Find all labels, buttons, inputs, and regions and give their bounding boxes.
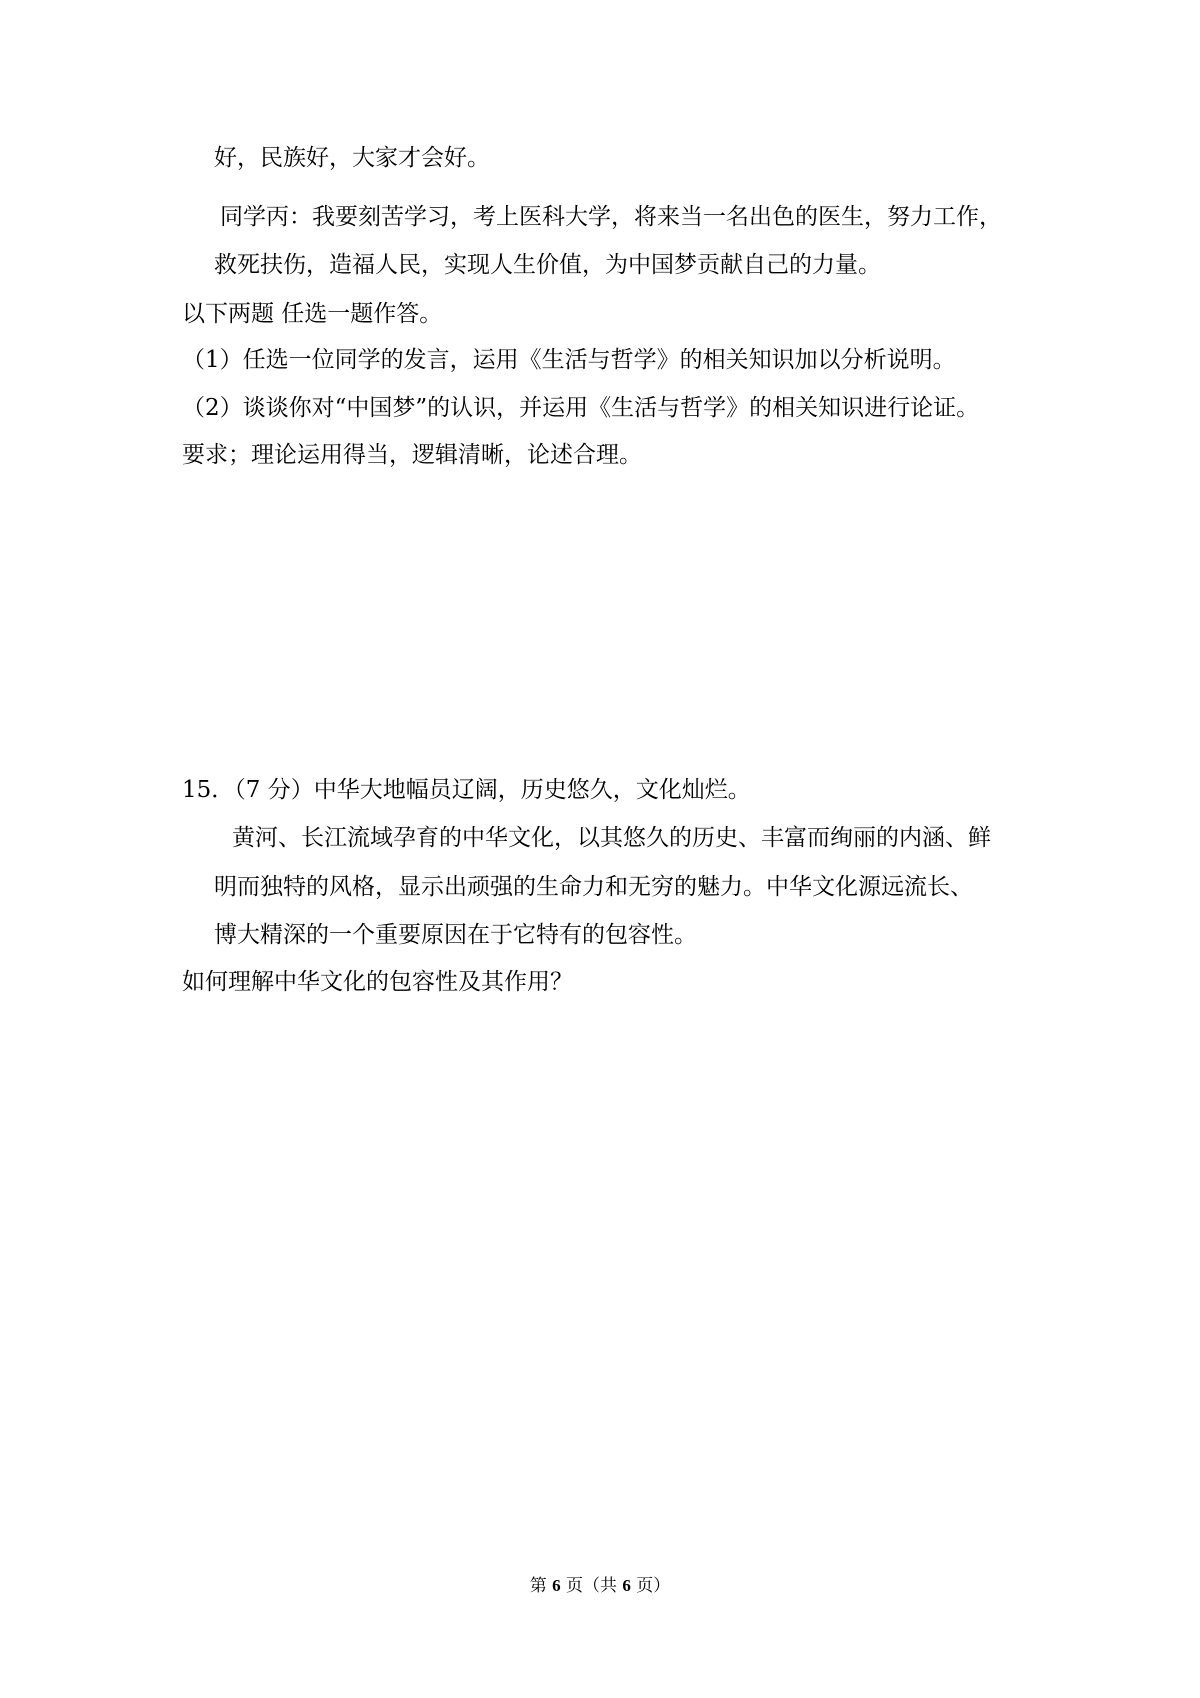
option-item: （2）谈谈你对“中国梦”的认识，并运用《生活与哲学》的相关知识进行论证。 [182, 395, 980, 421]
page-footer [0, 1574, 1200, 1598]
requirement-text: 要求；理论运用得当，逻辑清晰，论述合理。 [182, 442, 642, 468]
page-number: 6 [552, 1576, 561, 1595]
option-item: （1）任选一位同学的发言，运用《生活与哲学》的相关知识加以分析说明。 [182, 347, 956, 373]
passage-line: 好，民族好，大家才会好。 [214, 145, 490, 171]
question-stem: （7 分）中华大地幅员辽阔，历史悠久，文化灿烂。 [234, 777, 751, 803]
passage-line: 同学丙：我要刻苦学习，考上医科大学，将来当一名出色的医生，努力工作， [220, 204, 1002, 230]
footer-suffix: 页） [630, 1576, 671, 1596]
footer-prefix: 第 [529, 1576, 553, 1596]
passage-line: 明而独特的风格，显示出顽强的生命力和无穷的魅力。中华文化源远流长、 [214, 874, 973, 900]
question-15-header [182, 775, 751, 805]
passage-line: 博大精深的一个重要原因在于它特有的包容性。 [214, 922, 697, 948]
footer-middle: 页（共 [560, 1576, 623, 1596]
passage-line: 救死扶伤，造福人民，实现人生价值，为中国梦贡献自己的力量。 [214, 252, 881, 278]
total-pages: 6 [622, 1576, 631, 1595]
passage-line: 黄河、长江流域孕育的中华文化，以其悠久的历史、丰富而绚丽的内涵、鲜 [232, 825, 991, 851]
question-number: 15． [182, 777, 235, 803]
question-text: 如何理解中华文化的包容性及其作用？ [182, 969, 573, 995]
instruction-text: 以下两题 任选一题作答。 [182, 301, 443, 327]
